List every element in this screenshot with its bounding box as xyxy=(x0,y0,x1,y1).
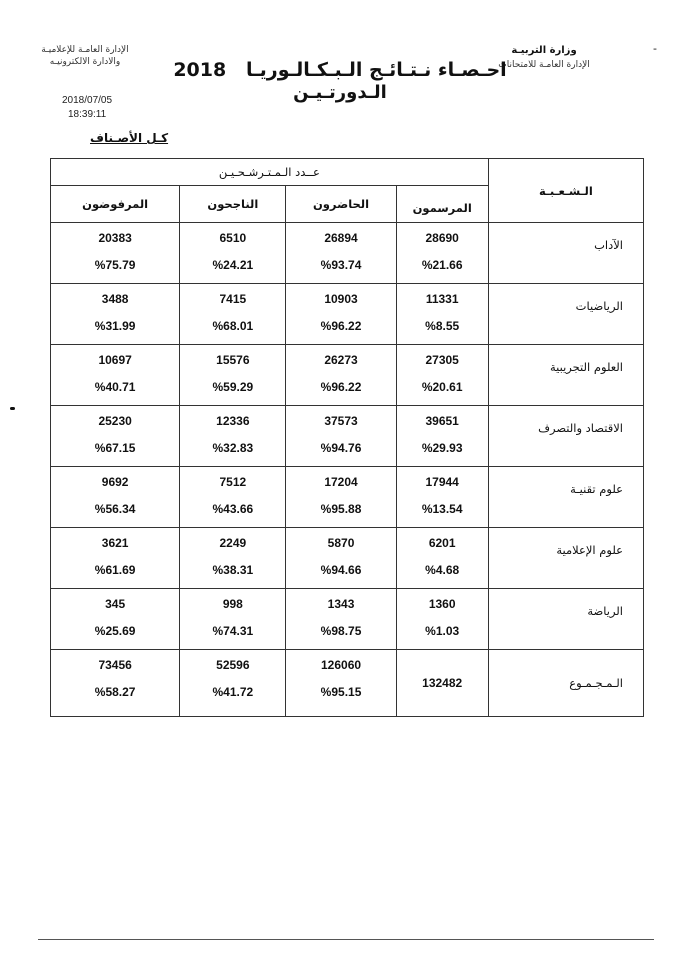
passed-value: 7512 xyxy=(219,475,247,489)
failed-cell xyxy=(51,406,180,467)
branch-name: علوم تقنيـة xyxy=(488,467,643,528)
table-header-row xyxy=(51,159,644,186)
print-date: 2018/07/05 xyxy=(62,95,113,106)
present-value: 26273 xyxy=(324,353,358,367)
present-percent: %95.88 xyxy=(320,502,362,516)
failed-cell xyxy=(51,284,180,345)
failed-cell xyxy=(51,528,180,589)
total-failed-pct: %58.27 xyxy=(94,685,136,699)
branch-name: الاقتصاد والتصرف xyxy=(488,406,643,467)
total-passed-pct: %41.72 xyxy=(212,685,254,699)
present-cell xyxy=(286,528,396,589)
present-percent: %94.76 xyxy=(320,441,362,455)
registered-value: 6201 xyxy=(428,536,456,550)
total-registered-value: 132482 xyxy=(422,676,463,690)
passed-value: 998 xyxy=(222,597,243,611)
registered-cell xyxy=(396,345,488,406)
header-passed: الناجحون xyxy=(180,186,286,223)
passed-cell xyxy=(180,223,286,284)
document-title xyxy=(150,58,530,104)
failed-value: 9692 xyxy=(101,475,129,489)
present-cell xyxy=(286,467,396,528)
registered-value: 27305 xyxy=(425,353,459,367)
failed-percent: %67.15 xyxy=(94,441,136,455)
table-row xyxy=(51,345,644,406)
failed-percent: %61.69 xyxy=(94,563,136,577)
present-percent: %96.22 xyxy=(320,380,362,394)
failed-cell xyxy=(51,345,180,406)
total-present-value: 126060 xyxy=(321,658,362,672)
title-line1: احـصـاء نـتـائـج الـبـكـالـوريـا 2018 xyxy=(173,59,507,81)
passed-percent: %38.31 xyxy=(212,563,254,577)
failed-percent: %75.79 xyxy=(94,258,136,272)
failed-percent: %40.71 xyxy=(94,380,136,394)
media-directorate-line2: والادارة الالكترونيـه xyxy=(49,57,121,67)
passed-value: 2249 xyxy=(219,536,247,550)
registered-percent: %29.93 xyxy=(421,441,463,455)
present-percent: %98.75 xyxy=(320,624,362,638)
failed-cell xyxy=(51,589,180,650)
registered-value: 28690 xyxy=(425,231,459,245)
header-dash: - xyxy=(653,42,657,55)
passed-value: 15576 xyxy=(216,353,250,367)
failed-value: 3488 xyxy=(101,292,129,306)
title-line2: الـدورتـيـن xyxy=(293,82,387,103)
present-cell xyxy=(286,345,396,406)
passed-cell xyxy=(180,528,286,589)
registered-cell xyxy=(396,284,488,345)
present-value: 10903 xyxy=(324,292,358,306)
present-value: 1343 xyxy=(327,597,355,611)
registered-percent: %21.66 xyxy=(421,258,463,272)
total-failed xyxy=(51,650,180,717)
registered-percent: %1.03 xyxy=(425,624,460,638)
failed-value: 345 xyxy=(105,597,126,611)
registered-cell xyxy=(396,467,488,528)
passed-percent: %74.31 xyxy=(212,624,254,638)
registered-percent: %8.55 xyxy=(425,319,460,333)
media-directorate-line1: الإدارة العامـة للإعلاميـة xyxy=(41,45,129,55)
failed-percent: %56.34 xyxy=(94,502,136,516)
total-present xyxy=(286,650,396,717)
failed-cell xyxy=(51,467,180,528)
header-branch: الـشـعـبـة xyxy=(488,159,643,223)
registered-percent: %4.68 xyxy=(425,563,460,577)
failed-value: 25230 xyxy=(98,414,132,428)
failed-value: 3621 xyxy=(101,536,129,550)
branch-name: الرياضيات xyxy=(488,284,643,345)
registered-value: 39651 xyxy=(425,414,459,428)
passed-value: 6510 xyxy=(219,231,247,245)
table-row xyxy=(51,589,644,650)
media-directorate xyxy=(30,44,140,68)
table-row xyxy=(51,467,644,528)
passed-cell xyxy=(180,345,286,406)
branch-name: الرياضة xyxy=(488,589,643,650)
passed-percent: %32.83 xyxy=(212,441,254,455)
passed-value: 7415 xyxy=(219,292,247,306)
present-value: 37573 xyxy=(324,414,358,428)
total-failed-value: 73456 xyxy=(98,658,132,672)
table-row xyxy=(51,528,644,589)
scan-mark xyxy=(10,407,15,410)
failed-value: 10697 xyxy=(98,353,132,367)
branch-name: العلوم التجريبية xyxy=(488,345,643,406)
total-present-pct: %95.15 xyxy=(320,685,362,699)
table-total-row xyxy=(51,650,644,717)
passed-percent: %59.29 xyxy=(212,380,254,394)
header-registered: المرسمون xyxy=(396,186,488,223)
registered-percent: %13.54 xyxy=(421,502,463,516)
branch-name: علوم الإعلامية xyxy=(488,528,643,589)
failed-cell xyxy=(51,223,180,284)
present-cell xyxy=(286,223,396,284)
registered-value: 11331 xyxy=(425,292,459,306)
present-percent: %94.66 xyxy=(320,563,362,577)
footer-divider xyxy=(38,939,654,940)
header-failed: المرفوضون xyxy=(51,186,180,223)
registered-value: 1360 xyxy=(428,597,456,611)
present-cell xyxy=(286,589,396,650)
passed-cell xyxy=(180,467,286,528)
present-value: 17204 xyxy=(324,475,358,489)
total-registered xyxy=(396,650,488,717)
present-value: 26894 xyxy=(324,231,358,245)
registered-cell xyxy=(396,406,488,467)
failed-percent: %25.69 xyxy=(94,624,136,638)
passed-value: 12336 xyxy=(216,414,250,428)
header-present: الحاضرون xyxy=(286,186,396,223)
registered-cell xyxy=(396,223,488,284)
failed-percent: %31.99 xyxy=(94,319,136,333)
exams-directorate: الإدارة العامـة للامتحانات xyxy=(498,60,590,70)
registered-value: 17944 xyxy=(425,475,459,489)
print-datetime xyxy=(62,94,112,122)
passed-cell xyxy=(180,284,286,345)
table-row xyxy=(51,284,644,345)
present-percent: %93.74 xyxy=(320,258,362,272)
total-passed-value: 52596 xyxy=(216,658,250,672)
passed-cell xyxy=(180,406,286,467)
table-row xyxy=(51,223,644,284)
present-value: 5870 xyxy=(327,536,355,550)
total-label: الـمـجـمـوع xyxy=(488,650,643,717)
table-row xyxy=(51,406,644,467)
passed-percent: %24.21 xyxy=(212,258,254,272)
registered-percent: %20.61 xyxy=(421,380,463,394)
present-percent: %96.22 xyxy=(320,319,362,333)
results-table xyxy=(50,158,644,717)
passed-percent: %68.01 xyxy=(212,319,254,333)
registered-cell xyxy=(396,589,488,650)
branch-name: الآداب xyxy=(488,223,643,284)
category-label: كـل الأصـناف xyxy=(90,131,169,145)
failed-value: 20383 xyxy=(98,231,132,245)
registered-cell xyxy=(396,528,488,589)
passed-cell xyxy=(180,589,286,650)
print-time: 18:39:11 xyxy=(68,109,107,120)
passed-percent: %43.66 xyxy=(212,502,254,516)
ministry-name: وزارة التربيـة xyxy=(511,45,577,56)
present-cell xyxy=(286,406,396,467)
present-cell xyxy=(286,284,396,345)
total-passed xyxy=(180,650,286,717)
header-candidates-count: عــدد الـمـتـرشـحـيـن xyxy=(51,159,489,186)
